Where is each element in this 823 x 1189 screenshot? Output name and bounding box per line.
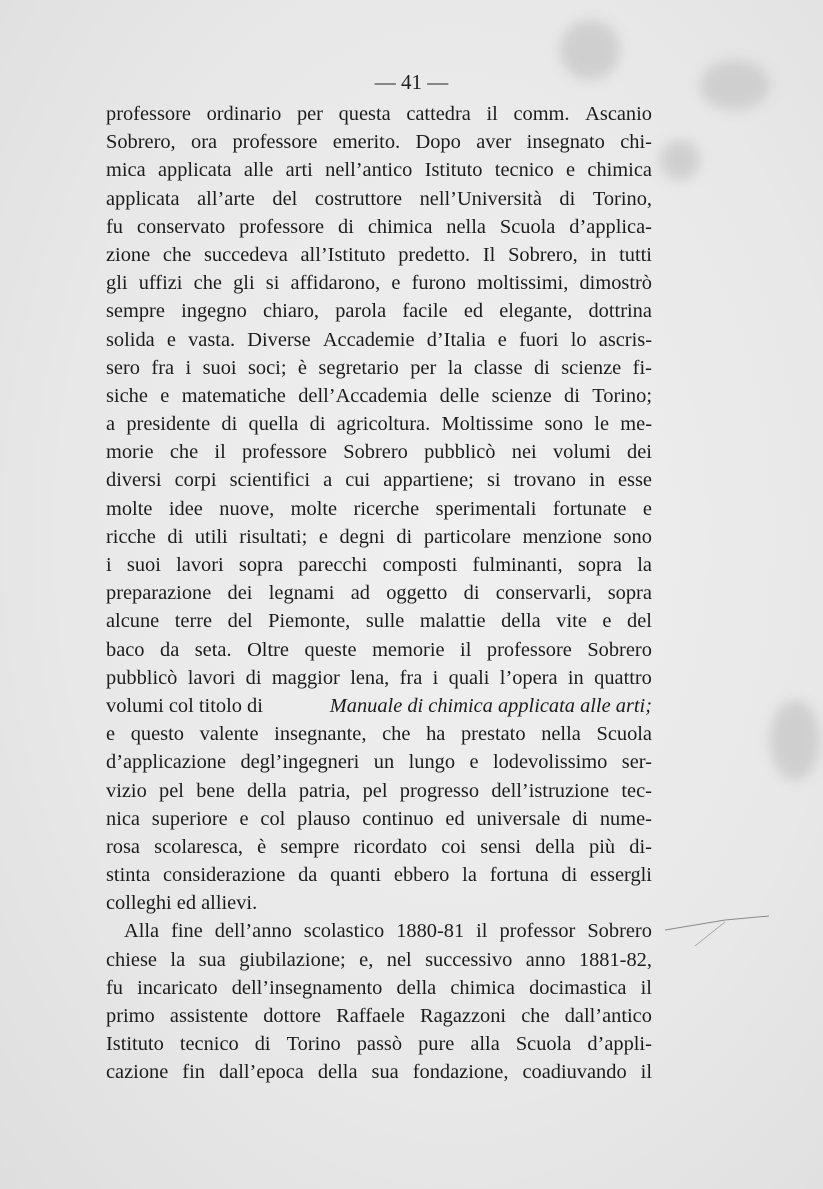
text-line-27: rosa scolaresca, è sempre ricordato coi sensi della più di- bbox=[106, 835, 652, 858]
paragraph-continuation bbox=[106, 100, 652, 692]
text-line-14: diversi corpi scientifici a cui appartiene; si trovano in esse bbox=[106, 469, 652, 492]
text-line-28: stinta considerazione da quanti ebbero la fortuna di essergli bbox=[106, 864, 652, 887]
paragraph-end-line bbox=[106, 889, 652, 917]
text-line-31: chiese la sua giubilazione; e, nel successivo anno 1881-82, bbox=[106, 948, 652, 971]
text-line-4: applicata all’arte del costruttore nell’Università di Torino, bbox=[106, 187, 652, 210]
text-line-23: e questo valente insegnante, che ha prestato nella Scuola bbox=[106, 723, 652, 746]
text-line-1: professore ordinario per questa cattedra il comm. Ascanio bbox=[106, 103, 652, 125]
text-line-22-italic-title: Manuale di chimica applicata alle arti; bbox=[329, 694, 652, 717]
text-line-22-roman: volumi col titolo di bbox=[106, 694, 263, 717]
pencil-mark bbox=[665, 908, 775, 948]
text-line-20: baco da seta. Oltre queste memorie il professore Sobrero bbox=[106, 638, 652, 661]
text-line-25: vizio pel bene della patria, pel progresso dell’istruzione tec- bbox=[106, 779, 652, 802]
text-line-21: pubblicò lavori di maggior lena, fra i quali l’opera in quattro bbox=[106, 666, 652, 689]
text-line-19: alcune terre del Piemonte, sulle malattie della vite e del bbox=[106, 610, 652, 633]
text-line-10: sero fra i suoi soci; è segretario per la classe di scienze fi- bbox=[106, 356, 652, 379]
text-line-15: molte idee nuove, molte ricerche sperimentali fortunate e bbox=[106, 497, 652, 520]
text-line-22 bbox=[106, 692, 652, 720]
paragraph-continuation-b bbox=[106, 720, 652, 889]
text-line-6: zione che succedeva all’Istituto predetto. Il Sobrero, in tutti bbox=[106, 243, 652, 266]
text-line-11: siche e matematiche dell’Accademia delle scienze di Torino; bbox=[106, 384, 652, 407]
text-line-16: ricche di utili risultati; e degni di particolare menzione sono bbox=[106, 525, 652, 548]
paragraph-2 bbox=[106, 917, 652, 1086]
text-line-33: primo assistente dottore Raffaele Ragazzoni che dall’antico bbox=[106, 1005, 652, 1027]
text-line-13: morie che il professore Sobrero pubblicò nei volumi dei bbox=[106, 441, 652, 464]
text-line-32: fu incaricato dell’insegnamento della chimica docimastica il bbox=[106, 976, 652, 999]
text-line-3: mica applicata alle arti nell’antico Istituto tecnico e chimica bbox=[106, 159, 652, 182]
text-line-17: i suoi lavori sopra parecchi composti fulminanti, sopra la bbox=[106, 554, 652, 576]
text-line-29: colleghi ed allievi. bbox=[106, 892, 258, 915]
text-line-24: d’applicazione degl’ingegneri un lungo e lodevolissimo ser- bbox=[106, 751, 652, 774]
text-line-30: Alla fine dell’anno scolastico 1880-81 il professor Sobrero bbox=[124, 920, 652, 943]
text-line-18: preparazione dei legnami ad oggetto di conservarli, sopra bbox=[106, 582, 652, 605]
page-number: — 41 — bbox=[374, 70, 449, 94]
text-line-7: gli uffizi che gli si affidarono, e furono moltissimi, dimostrò bbox=[106, 272, 652, 295]
text-line-34: Istituto tecnico di Torino passò pure alla Scuola d’appli- bbox=[106, 1033, 652, 1056]
text-line-9: solida e vasta. Diverse Accademie d’Italia e fuori lo ascris- bbox=[106, 328, 652, 351]
text-line-8: sempre ingegno chiaro, parola facile ed elegante, dottrina bbox=[106, 300, 652, 323]
body-text bbox=[106, 100, 652, 1087]
text-line-2: Sobrero, ora professore emerito. Dopo aver insegnato chi- bbox=[106, 131, 652, 154]
text-line-5: fu conservato professore di chimica nella Scuola d’applica- bbox=[106, 215, 652, 238]
text-line-26: nica superiore e col plauso continuo ed universale di nume- bbox=[106, 807, 652, 830]
text-line-12: a presidente di quella di agricoltura. Moltissime sono le me- bbox=[106, 413, 652, 436]
text-line-35: cazione fin dall’epoca della sua fondazione, coadiuvando il bbox=[106, 1061, 652, 1084]
